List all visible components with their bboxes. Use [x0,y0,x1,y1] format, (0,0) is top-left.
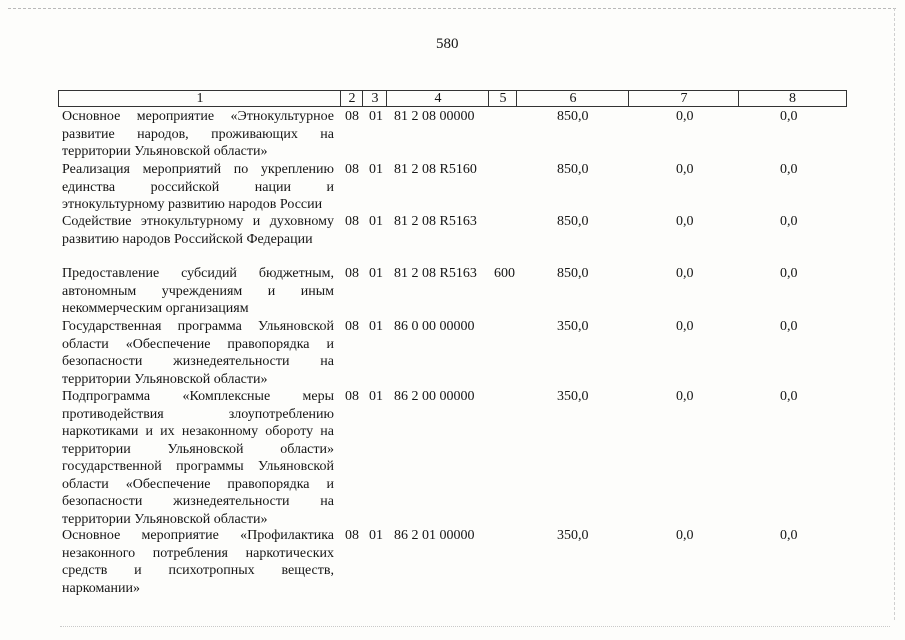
row-target-code: 86 2 01 00000 [394,528,475,543]
header-col-4: 4 [386,90,489,107]
row-amount-8: 0,0 [780,389,798,404]
header-col-6: 6 [516,90,629,107]
row-amount-8: 0,0 [780,214,798,229]
row-amount-7: 0,0 [676,319,694,334]
row-description: Основное мероприятие «Этнокультурное развитие народов, проживающих на территории Ульяновской области» [62,109,334,159]
row-section: 08 [345,266,359,281]
row-target-code: 81 2 08 R5160 [394,162,477,177]
row-amount-7: 0,0 [676,266,694,281]
row-description: Подпрограмма «Комплексные меры противодействия злоупотреблению наркотиками и их незаконному обороту на территории Ульяновской области» государственной программы Ульяновской области «Обеспечение правопорядка и безопасности жизнедеятельности на территории Ульяновской области» [62,389,334,527]
row-description: Содействие этнокультурному и духовному развитию народов Российской Федерации [62,214,334,247]
row-amount-6: 850,0 [557,214,589,229]
row-section: 08 [345,214,359,229]
row-subsection: 01 [369,528,383,543]
scan-edge-top [8,8,896,9]
row-subsection: 01 [369,162,383,177]
row-description: Государственная программа Ульяновской области «Обеспечение правопорядка и безопасности жизнедеятельности на территории Ульяновской области» [62,319,334,387]
row-amount-6: 850,0 [557,266,589,281]
row-target-code: 81 2 08 00000 [394,109,475,124]
row-description: Реализация мероприятий по укреплению единства российской нации и этнокультурному развитию народов России [62,162,334,212]
header-col-5: 5 [488,90,517,107]
row-amount-6: 350,0 [557,319,589,334]
header-col-8: 8 [738,90,847,107]
page-number: 580 [436,36,459,52]
row-amount-6: 850,0 [557,109,589,124]
row-amount-7: 0,0 [676,389,694,404]
scan-edge-right [894,8,895,620]
row-section: 08 [345,528,359,543]
row-amount-8: 0,0 [780,109,798,124]
row-subsection: 01 [369,214,383,229]
row-amount-7: 0,0 [676,162,694,177]
row-amount-8: 0,0 [780,162,798,177]
header-col-7: 7 [628,90,739,107]
row-description: Основное мероприятие «Профилактика незаконного потребления наркотических средств и психотропных веществ, наркомании» [62,528,334,596]
row-amount-7: 0,0 [676,528,694,543]
row-subsection: 01 [369,109,383,124]
row-section: 08 [345,389,359,404]
row-amount-6: 350,0 [557,389,589,404]
header-col-1: 1 [58,90,341,107]
row-target-code: 86 2 00 00000 [394,389,475,404]
row-target-code: 81 2 08 R5163 [394,266,477,281]
table-header [58,90,846,107]
row-subsection: 01 [369,389,383,404]
header-col-2: 2 [340,90,363,107]
row-section: 08 [345,109,359,124]
row-section: 08 [345,319,359,334]
row-description: Предоставление субсидий бюджетным, автономным учреждениям и иным некоммерческим организациям [62,266,334,316]
row-target-code: 86 0 00 00000 [394,319,475,334]
scan-edge-bottom [60,626,890,627]
row-amount-6: 350,0 [557,528,589,543]
row-amount-8: 0,0 [780,266,798,281]
row-target-code: 81 2 08 R5163 [394,214,477,229]
row-amount-7: 0,0 [676,109,694,124]
row-amount-7: 0,0 [676,214,694,229]
row-subsection: 01 [369,266,383,281]
row-amount-8: 0,0 [780,319,798,334]
row-subsection: 01 [369,319,383,334]
row-section: 08 [345,162,359,177]
row-amount-8: 0,0 [780,528,798,543]
row-amount-6: 850,0 [557,162,589,177]
row-expense-type: 600 [494,266,515,281]
header-col-3: 3 [362,90,387,107]
